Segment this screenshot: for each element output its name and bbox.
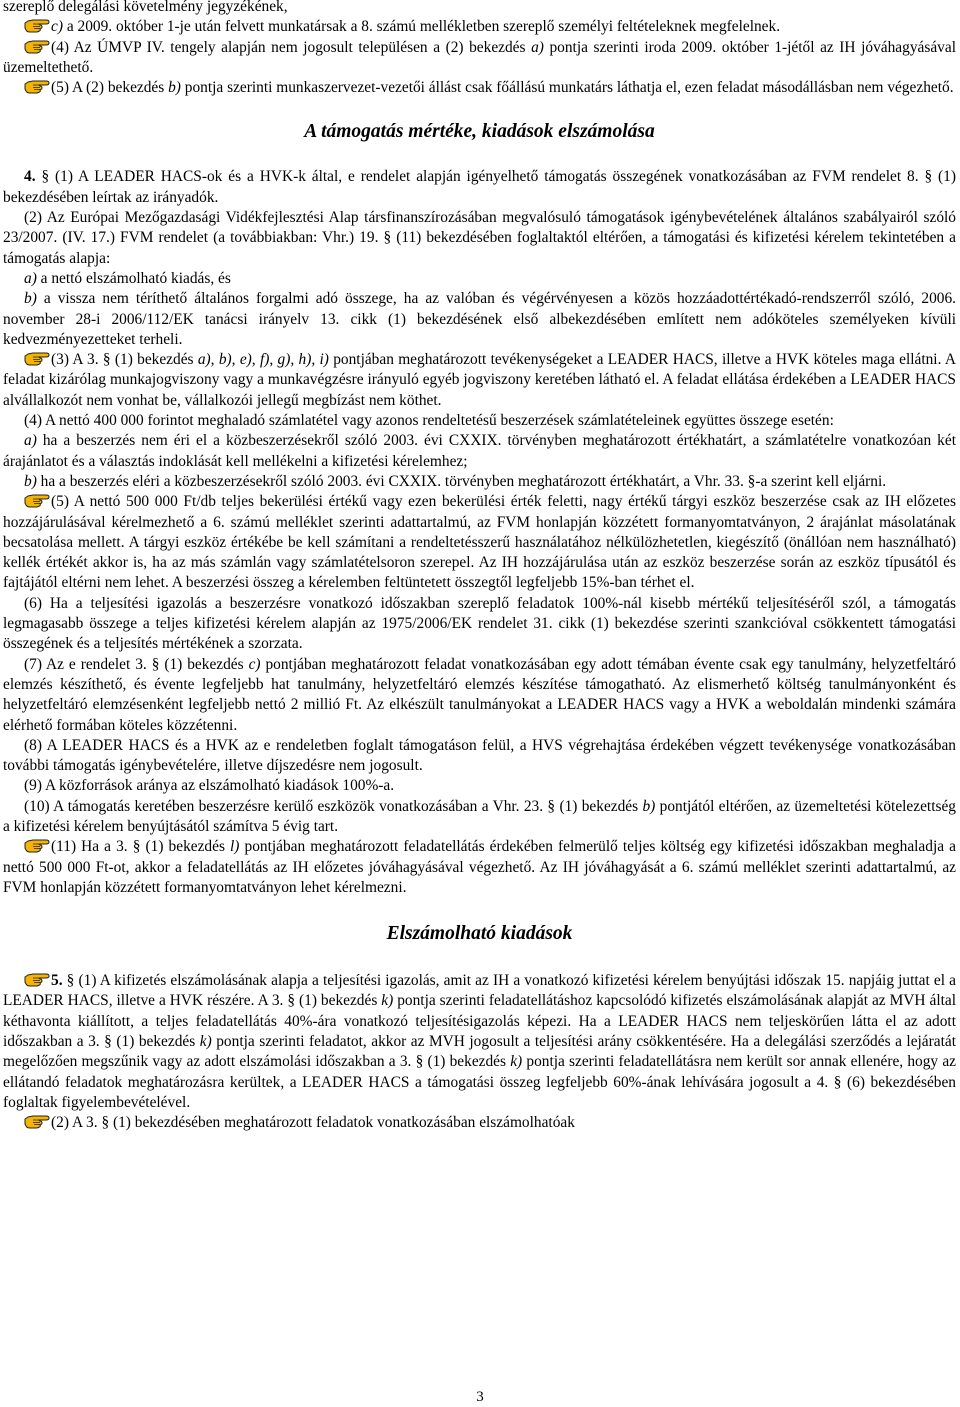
paragraph: (8) A LEADER HACS és a HVK az e rendeletben foglalt támogatáson felül, a HVS végrehajtása érdekében végzett tevékenysége vonatkozásában további támogatás igénybevételére, illetve díjszedésre nem jogosult. [3,736,956,775]
paragraph [3,1113,956,1133]
italic-ref: a) [531,38,544,56]
paragraph: (6) Ha a teljesítési igazolás a beszerzésre vonatkozó időszakban szereplő feladatok 100%-nál kisebb mértékű teljesítéséről szól, a támogatás legmagasabb összege a teljes kifizetési kérelem alapján az 1975/2006/EK rendelet 31. cikk (1) bekezdése szerinti szankcióval csökkentett támogatási összegének és a teljesítés mértékének a szorzata. [3,594,956,653]
section-heading: A támogatás mértéke, kiadások elszámolása [304,121,655,143]
paragraph [3,472,956,492]
paragraph [3,167,956,208]
italic-ref: l) [230,838,240,856]
text: a nettó elszámolható kiadás, és [36,269,231,287]
section-number: 4. [24,168,36,186]
paragraph [3,431,956,472]
text: pontja szerinti iroda 2009. október 1-jétől az IH jóváhagyásával üzemeltethető. [3,38,956,76]
pointing-hand-icon [24,350,50,366]
text: (5) A (2) bekezdés [51,79,169,97]
pointing-hand-icon [24,837,50,853]
paragraph [3,38,956,79]
text: pontja szerinti feladatellátáshoz kapcsolódó kifizetés elszámolásának alapját az MVH által kéthavonta kiállított, a teljes feladatellátás 40%-ára vonatkozó teljesítésigazolás képezi. Ha a LEADER HACS nem teljeskörűen látta el az adott időszakban a 3. § (1) bekezdés [3,992,956,1051]
italic-ref: k) [381,992,394,1010]
text: pontja szerinti munkaszervezet-vezetői állást csak főállású munkatárs láthatja el, ezen feladat másodállásban nem végezhető. [180,79,954,97]
paragraph [3,492,956,593]
paragraph [3,655,956,736]
italic-ref: k) [199,1033,212,1051]
text: a vissza nem téríthető általános forgalmi adó összege, ha az valóban és végérvényesen a közös hozzáadottértékadó-rendszerről szóló, 2006. november 28-i 2006/112/EK tanácsi irányelv 13. cikk (1) bekezdésének első albekezdésében említett nem adóköteles személyeken kívüli kedvezményezetteket terheli. [3,290,956,348]
text: (3) A 3. § (1) bekezdés [51,351,198,369]
pointing-hand-icon [24,78,50,94]
italic-ref: a) [24,269,37,287]
text: pontjában meghatározott feladatellátás érdekében felmerülő teljes költség egy kifizetési időszakban meghaladja a nettó 500 000 Ft-ot, akkor a feladatellátás az IH előzetes jóváhagyásával végezhető. Az IH jóváhagyását a 6. számú melléklet szerinti adattartalmú, az FVM honlapján közzétett formanyomtatványon lehet kérelmezni. [3,838,956,896]
italic-ref: b) [168,79,181,97]
paragraph: (2) Az Európai Mezőgazdasági Vidékfejlesztési Alap társfinanszírozásában megvalósuló támogatások igénybevételének általános szabályairól szóló 23/2007. (IV. 17.) FVM rendelet (a továbbiakban: Vhr.) 19. § (11) bekezdésében foglaltaktól eltérően, a támogatási és kifizetési kérelem tekintetében a támogatás alapja: [3,209,956,267]
paragraph [3,971,956,1113]
paragraph [3,350,956,411]
text: pontjában meghatározott feladat vonatkozásában egy adott témában évente csak egy tanulmány, helyzetfeltáró elemzés készíthető, és évente legfeljebb hat tanulmány, helyzetfeltáró elemzés készítése támogatható. Az elismerhető költség tanulmányonként és helyzetfeltáró elemzésenként legfeljebb nettó 2 millió Ft. Az elkészült tanulmányokat a LEADER HACS vagy a HVK a weboldalán mindenki számára elérhető formában köteles közzétenni. [3,655,956,734]
text: (2) A 3. § (1) bekezdésében meghatározott feladatok vonatkozásában elszámolhatóak [51,1114,575,1132]
section-number: 5. [51,972,63,990]
italic-ref: k) [510,1053,523,1071]
italic-ref: a) [24,432,37,450]
text: ha a beszerzés eléri a közbeszerzésekről szóló 2003. évi CXXIX. törvényben meghatározott értékhatárt, a Vhr. 33. §-a szerint kell eljárni. [36,472,887,490]
pointing-hand-icon [24,1113,50,1129]
text: (10) A támogatás keretében beszerzésre kerülő eszközök vonatkozásában a Vhr. 23. § (1) bekezdés [24,797,643,815]
pointing-hand-icon [24,971,50,987]
italic-ref: b) [24,472,37,490]
paragraph: (9) A közforrások aránya az elszámolható kiadások 100%-a. [24,777,395,795]
paragraph: (4) A nettó 400 000 forintot meghaladó számlatétel vagy azonos rendeltetésű beszerzések számlatételeinek együttes összege esetén: [24,412,834,430]
text: (4) Az ÚMVP IV. tengely alapján nem jogosult településen a (2) bekezdés [51,38,532,56]
document-page [3,0,956,1134]
text: pontjában meghatározott tevékenységeket a LEADER HACS, illetve a HVK köteles maga ellátni. A feladat kizárólag munkajogviszony vagy a munkavégzésre irányuló egyéb jogviszony keretében látható el. A feladat ellátása érdekében a LEADER HACS alvállalkozót nem vonhat be, vállalkozói jellegű megbízást nem köthet. [3,351,956,409]
italic-ref: b) [642,797,656,815]
italic-ref: c) [248,655,261,673]
text: (7) Az e rendelet 3. § (1) bekezdés [24,655,249,673]
paragraph [3,269,956,289]
paragraph [3,289,956,350]
text: pontjától eltérően, az üzemeltetési kötelezettség a kifizetési kérelem benyújtásától számítva 5 évig tart. [3,797,956,835]
italic-ref: a), b), e), f), g), h), i) [197,351,329,369]
page-number: 3 [476,1389,484,1405]
pointing-hand-icon [24,17,50,33]
italic-ref: c) [51,18,63,36]
section-heading: Elszámolható kiadások [386,923,573,945]
text: ha a beszerzés nem éri el a közbeszerzésekről szóló 2003. évi CXXIX. törvényben meghatározott értékhatárt, a számlatételre vonatkozóan két árajánlatot és a választás indoklását kell mellékelni a kifizetési kérelemhez; [3,432,956,470]
paragraph [3,17,956,37]
paragraph: szereplő delegálási követelmény jegyzékének, [3,0,288,15]
pointing-hand-icon [24,38,50,54]
italic-ref: b) [24,290,37,308]
text: (11) Ha a 3. § (1) bekezdés [51,838,231,856]
text: a 2009. október 1-je után felvett munkatársak a 8. számú mellékletben szereplő személyi feltételeknek megfelelnek. [62,18,781,36]
text: § (1) A LEADER HACS-ok és a HVK-k által, e rendelet alapján igényelhető támogatás összegének vonatkozásában az FVM rendelet 8. § (1) bekezdésében leírtak az irányadók. [3,168,956,206]
text: pontja szerinti feladatot, akkor az MVH jogosult a teljesítési arány csökkentésére. Ha a delegálási szerződés a lejáratát megelőzően megszűnik vagy az adott elszámolási időszakban a 3. § (1) bekezdés [3,1033,956,1071]
text: pontja szerinti feladatellátásra nem került sor annak ellenére, hogy az ellátandó feladatok meghatározásra kerültek, a LEADER HACS a támogatási összeg legfeljebb 60%-ának lehívására jogosult a 4. § (6) bekezdésében foglaltak figyelembevételével. [3,1053,956,1111]
pointing-hand-icon [24,492,50,508]
paragraph [3,78,956,98]
text: § (1) A kifizetés elszámolásának alapja a teljesítési igazolás, amit az IH a vonatkozó kifizetési kérelem benyújtási időszak 15. napjáig juttat el a LEADER HACS, illetve a HVK részére. A 3. § (1) bekezdés [3,972,956,1010]
text: (5) A nettó 500 000 Ft/db teljes bekerülési értékű vagy ezen bekerülési érték feletti, nagy értékű tárgyi eszköz beszerzése csak az IH előzetes hozzájárulásával kérelmezhető a 6. számú melléklet szerinti adattartalmú, az FVM honlapján közzétett formanyomtatványon, 2 árajánlat másolatának becsatolása mellett. A tárgyi eszköz értékébe be kell számítani a rendeltetésszerű használatához nélkülözhetetlen, kiegészítő (önállóan nem használható) kellék értékét akkor is, ha az más számlán vagy számlatételsoron szerepel. Az IH hozzájárulása után az eszköz beszerzése során az eszköz típusától és fajtájától eltérni nem lehet. A beszerzési összeg a kérelemben feltüntetett összegtől legfeljebb 15%-ban térhet el. [3,493,956,592]
paragraph [3,797,956,838]
paragraph [3,837,956,898]
